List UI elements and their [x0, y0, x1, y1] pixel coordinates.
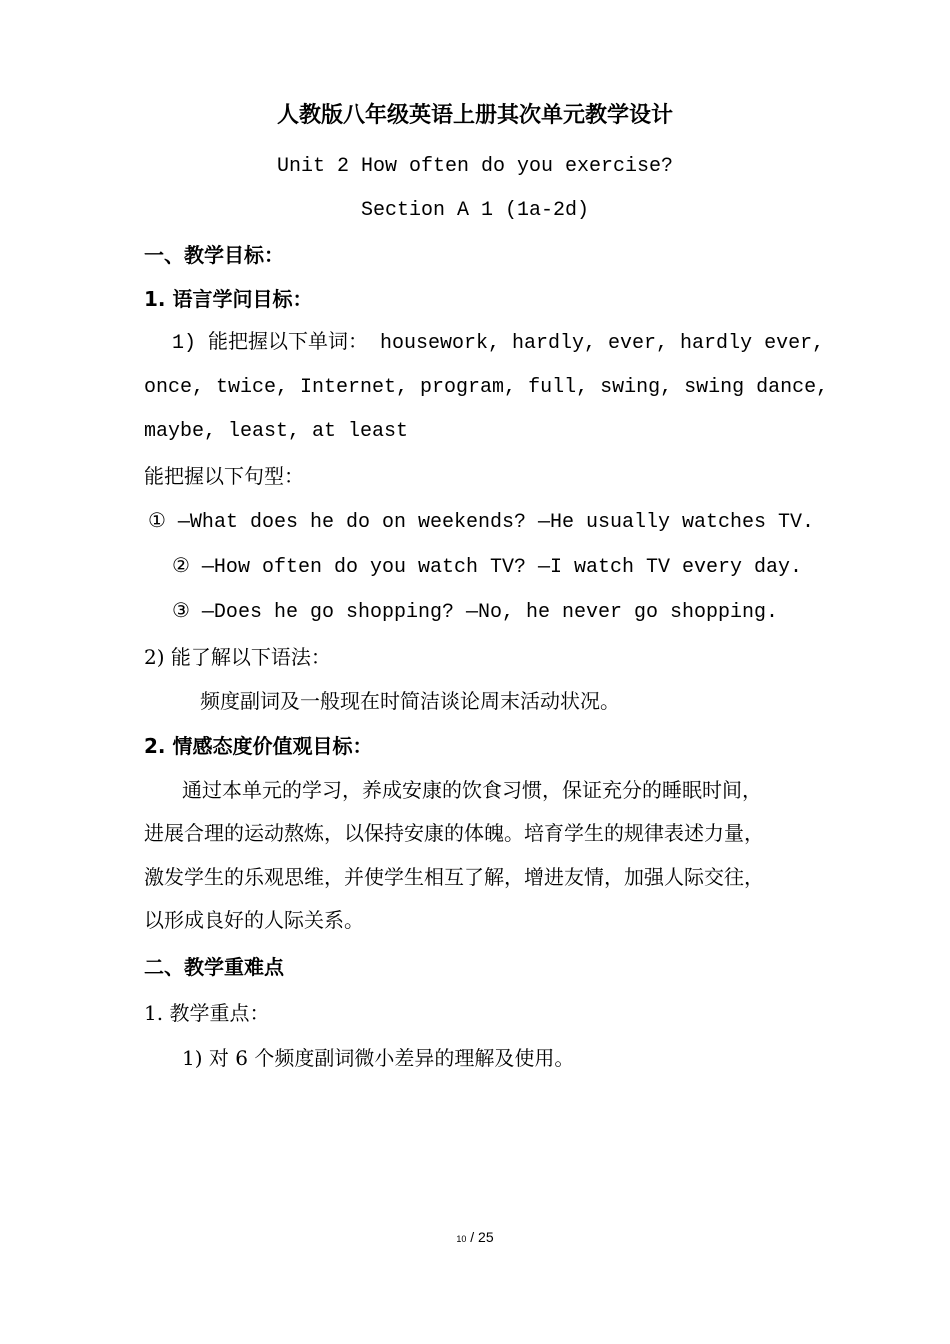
vocabulary-line-1: 1) 能把握以下单词： housework, hardly, ever, hardly ever,: [172, 332, 825, 355]
emotion-paragraph-line-3: 激发学生的乐观思维，并使学生相互了解，增进友情，加强人际交往，: [144, 865, 764, 889]
emotion-paragraph-line-1: 通过本单元的学习，养成安康的饮食习惯，保证充分的睡眠时间，: [182, 778, 762, 802]
emotion-paragraph-line-4: 以形成良好的人际关系。: [144, 908, 364, 932]
emotion-paragraph-line-2: 进展合理的运动熬炼，以保持安康的体魄。培育学生的规律表述力量，: [144, 821, 764, 845]
page-separator: /: [466, 1229, 479, 1245]
unit-title: Unit 2 How often do you exercise?: [276, 155, 674, 178]
section-title: Section A 1 (1a-2d): [360, 199, 590, 222]
grammar-intro: 2) 能了解以下语法：: [144, 645, 331, 669]
teaching-focus-item-1: 1) 对 6 个频度副词微小差异的理解及使用。: [182, 1046, 575, 1070]
emotion-goal-heading: 2. 情感态度价值观目标：: [144, 734, 373, 758]
objectives-heading: 一、教学目标：: [144, 243, 284, 267]
sentence-patterns-intro: 能把握以下句型：: [144, 464, 304, 488]
current-page-number: 10: [456, 1234, 467, 1244]
vocabulary-line-2: once, twice, Internet, program, full, swing, swing dance,: [144, 376, 829, 399]
sentence-pattern-3: ③ —Does he go shopping? —No, he never go shopping.: [172, 601, 779, 624]
sentence-pattern-1: ① —What does he do on weekends? —He usually watches TV.: [148, 511, 815, 534]
vocabulary-line-3: maybe, least, at least: [144, 420, 409, 443]
total-pages: 25: [478, 1229, 494, 1245]
sentence-pattern-2: ② —How often do you watch TV? —I watch TV every day.: [172, 556, 803, 579]
teaching-focus-heading: 1. 教学重点：: [144, 1001, 270, 1025]
key-points-heading: 二、教学重难点: [144, 955, 284, 979]
grammar-text: 频度副词及一般现在时简洁谈论周末活动状况。: [200, 689, 620, 713]
document-title: 人教版八年级英语上册其次单元教学设计: [276, 103, 673, 128]
language-goal-heading: 1. 语言学问目标：: [144, 287, 313, 311]
page-number: [0, 1227, 950, 1249]
